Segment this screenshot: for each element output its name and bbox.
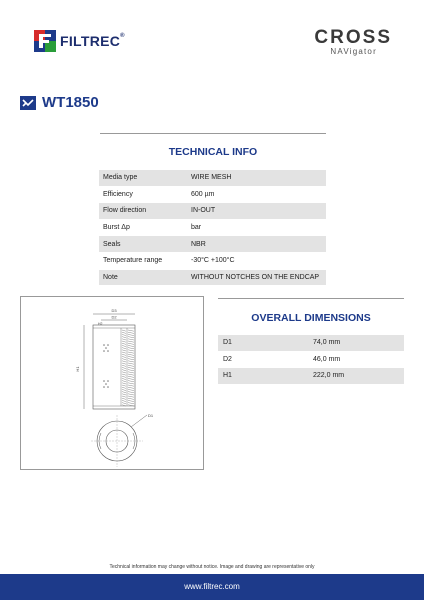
mesh-line xyxy=(128,374,134,375)
mesh-line xyxy=(122,383,126,384)
mesh-line xyxy=(122,359,126,360)
mesh-line xyxy=(122,392,126,393)
mesh-line xyxy=(128,345,134,346)
mesh-line xyxy=(128,363,134,364)
mesh-line xyxy=(122,356,126,357)
mesh-line xyxy=(128,350,134,351)
mesh-line xyxy=(128,403,134,404)
mesh-line xyxy=(122,385,126,386)
label-d1: D1 xyxy=(148,413,154,418)
mesh-line xyxy=(128,343,134,344)
mesh-line xyxy=(122,350,126,351)
row-label: Flow direction xyxy=(99,203,187,220)
mesh-line xyxy=(122,341,126,342)
mesh-line xyxy=(122,374,126,375)
technical-info-row xyxy=(99,269,326,286)
label-h1: H1 xyxy=(75,366,80,372)
divider xyxy=(218,298,404,299)
product-icon xyxy=(20,96,36,110)
technical-info-row xyxy=(99,252,326,269)
mesh-line xyxy=(122,389,126,390)
mesh-line xyxy=(128,385,134,386)
mesh-line xyxy=(122,400,126,401)
mesh-line xyxy=(122,363,126,364)
mesh-line xyxy=(122,365,126,366)
brand-registered-mark: ® xyxy=(120,33,125,39)
header xyxy=(0,0,424,80)
row-label: Temperature range xyxy=(99,252,187,269)
dimension-row xyxy=(218,335,404,351)
mesh-line xyxy=(128,370,134,371)
mesh-line xyxy=(128,352,134,353)
footer xyxy=(0,574,424,600)
row-value: -30°C +100°C xyxy=(187,252,326,269)
mesh-line xyxy=(122,348,126,349)
mesh-line xyxy=(122,330,126,331)
technical-info-row xyxy=(99,203,326,220)
row-value: 600 µm xyxy=(187,186,326,203)
filtrec-logo[interactable] xyxy=(34,30,125,52)
filtrec-logo-icon xyxy=(34,30,56,52)
mesh-line xyxy=(122,398,126,399)
mesh-line xyxy=(122,387,126,388)
mesh-line xyxy=(128,337,134,338)
mesh-line xyxy=(128,339,134,340)
mesh-line xyxy=(128,378,134,379)
technical-drawing xyxy=(20,296,204,470)
mesh-line xyxy=(122,372,126,373)
row-value: 222,0 mm xyxy=(308,368,404,385)
mesh-line xyxy=(122,334,126,335)
mesh-line xyxy=(128,367,134,368)
row-label: Efficiency xyxy=(99,186,187,203)
mesh-line xyxy=(122,394,126,395)
label-d3: D3 xyxy=(111,308,117,313)
overall-dimensions-title: OVERALL DIMENSIONS xyxy=(251,312,371,324)
cross-navigator-logo[interactable] xyxy=(314,28,392,56)
row-label: H1 xyxy=(218,368,308,385)
label-h2: H2 xyxy=(98,322,103,326)
technical-info-row xyxy=(99,170,326,186)
mesh-line xyxy=(122,367,126,368)
mesh-line xyxy=(128,341,134,342)
row-label: Note xyxy=(99,269,187,286)
mesh-line xyxy=(122,376,126,377)
row-label: D2 xyxy=(218,351,308,368)
mesh-line xyxy=(128,354,134,355)
row-label: Seals xyxy=(99,236,187,253)
cross-logo-main: CROSS xyxy=(314,27,392,48)
product-heading xyxy=(20,94,99,111)
row-value: 74,0 mm xyxy=(308,335,404,351)
mesh-line xyxy=(128,361,134,362)
mesh-line xyxy=(128,376,134,377)
technical-info-table xyxy=(99,170,326,286)
mesh-line xyxy=(128,383,134,384)
technical-info-title: TECHNICAL INFO xyxy=(168,146,258,158)
filter-drawing xyxy=(21,297,205,471)
row-label: Burst Δp xyxy=(99,219,187,236)
row-value: WITHOUT NOTCHES ON THE ENDCAP xyxy=(187,269,326,286)
mesh-line xyxy=(128,365,134,366)
divider xyxy=(100,133,326,134)
mesh-line xyxy=(122,403,126,404)
mesh-line xyxy=(128,348,134,349)
row-value: IN-OUT xyxy=(187,203,326,220)
dimension-row xyxy=(218,368,404,385)
mesh-line xyxy=(122,332,126,333)
cross-logo-sub: NAVigator xyxy=(330,47,377,56)
row-value: NBR xyxy=(187,236,326,253)
mesh-line xyxy=(122,339,126,340)
row-value: WIRE MESH xyxy=(187,170,326,186)
mesh-line xyxy=(128,356,134,357)
mesh-line xyxy=(122,381,126,382)
mesh-line xyxy=(128,396,134,397)
disclaimer-text: Technical information may change without notice. Image and drawing are representative only xyxy=(109,564,315,570)
mesh-line xyxy=(122,337,126,338)
mesh-line xyxy=(128,398,134,399)
mesh-line xyxy=(122,345,126,346)
label-d2: D2 xyxy=(111,314,117,320)
mesh-line xyxy=(128,392,134,393)
row-value: 46,0 mm xyxy=(308,351,404,368)
mesh-line xyxy=(122,396,126,397)
mesh-line xyxy=(122,378,126,379)
technical-info-row xyxy=(99,219,326,236)
row-label: D1 xyxy=(218,335,308,351)
website-link[interactable]: www.filtrec.com xyxy=(184,582,240,591)
mesh-line xyxy=(128,330,134,331)
mesh-line xyxy=(122,354,126,355)
technical-info-row xyxy=(99,236,326,253)
dimension-row xyxy=(218,351,404,368)
mesh-line xyxy=(128,400,134,401)
mesh-line xyxy=(128,372,134,373)
product-code: WT1850 xyxy=(42,94,99,111)
mesh-line xyxy=(128,334,134,335)
mesh-line xyxy=(128,394,134,395)
mesh-line xyxy=(122,352,126,353)
brand-name: FILTREC® xyxy=(60,33,125,49)
mesh-line xyxy=(122,361,126,362)
mesh-line xyxy=(122,370,126,371)
mesh-line xyxy=(128,389,134,390)
technical-info-row xyxy=(99,186,326,203)
mesh-line xyxy=(122,343,126,344)
mesh-line xyxy=(128,359,134,360)
row-value: bar xyxy=(187,219,326,236)
row-label: Media type xyxy=(99,170,187,186)
mesh-line xyxy=(128,332,134,333)
overall-dimensions-table xyxy=(218,335,404,385)
mesh-line xyxy=(128,381,134,382)
mesh-line xyxy=(128,387,134,388)
